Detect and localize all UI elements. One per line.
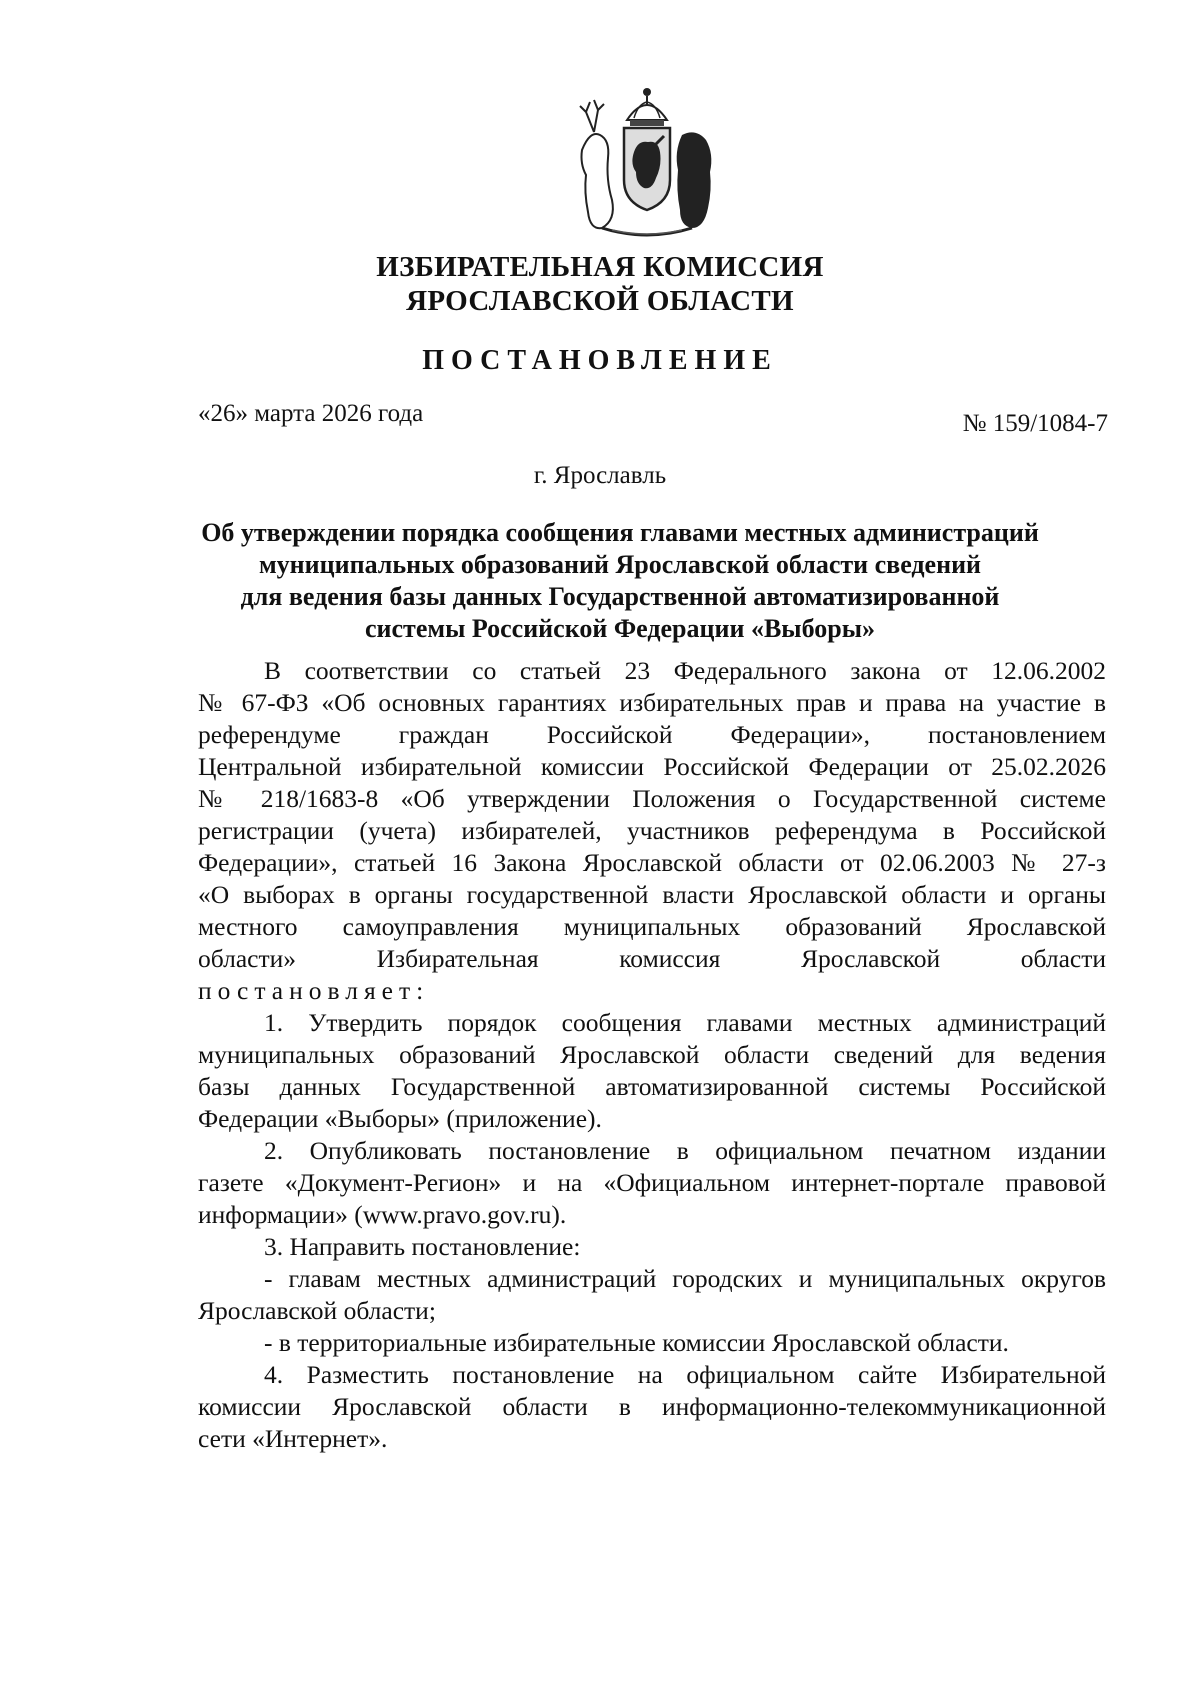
document-date: «26» марта 2026 года [198, 400, 424, 427]
item-4-paragraph [198, 1359, 1106, 1455]
subject-line: муниципальных образований Ярославской области сведений [258, 550, 982, 579]
text-line: базы данных Государственной автоматизированной системы Российской [198, 1072, 1106, 1101]
item-1-paragraph [198, 1007, 1106, 1135]
organization-name-line-2: ЯРОСЛАВСКОЙ ОБЛАСТИ [406, 285, 794, 317]
text-line: 1. Утвердить порядок сообщения главами местных администраций [264, 1008, 1106, 1037]
text-line: № 218/1683-8 «Об утверждении Положения о Государственной системе [198, 784, 1106, 813]
text-line: информации» (www.pravo.gov.ru). [198, 1200, 567, 1229]
document-body [198, 655, 1106, 1455]
text-line: газете «Документ-Регион» и на «Официальном интернет-портале правовой [198, 1168, 1106, 1197]
document-city: г. Ярославль [533, 462, 667, 489]
text-line: «О выборах в органы государственной власти Ярославской области и органы [198, 880, 1106, 909]
text-line: 3. Направить постановление: [264, 1232, 581, 1261]
text-line: 2. Опубликовать постановление в официальном печатном издании [264, 1136, 1106, 1165]
text-line: сети «Интернет». [198, 1424, 388, 1453]
text-line: 4. Разместить постановление на официальном сайте Избирательной [264, 1360, 1106, 1389]
document-subject [160, 517, 1080, 645]
document-type-title: ПОСТАНОВЛЕНИЕ [422, 345, 778, 376]
decree-word: постановляет: [198, 976, 430, 1005]
document-number: № 159/1084-7 [962, 410, 1108, 437]
subject-line: для ведения базы данных Государственной автоматизированной [240, 582, 1000, 611]
text-line: Федерации», статьей 16 Закона Ярославской области от 02.06.2003 № 27-з [198, 848, 1106, 877]
text-line: регистрации (учета) избирателей, участников референдума в Российской [198, 816, 1106, 845]
text-line: Ярославской области; [198, 1296, 436, 1325]
text-line: - в территориальные избирательные комиссии Ярославской области. [264, 1328, 1009, 1357]
subject-line: Об утверждении порядка сообщения главами местных администраций [201, 518, 1039, 547]
preamble-paragraph [198, 655, 1106, 1007]
text-line: комиссии Ярославской области в информационно-телекоммуникационной [198, 1392, 1106, 1421]
text-line: местного самоуправления муниципальных образований Ярославской [198, 912, 1106, 941]
text-line: В соответствии со статьей 23 Федерального закона от 12.06.2002 [264, 656, 1106, 685]
organization-name-line-1: ИЗБИРАТЕЛЬНАЯ КОМИССИЯ [376, 251, 824, 283]
subject-line: системы Российской Федерации «Выборы» [365, 614, 875, 643]
text-line: - главам местных администраций городских и муниципальных округов [264, 1264, 1106, 1293]
text-line: муниципальных образований Ярославской области сведений для ведения [198, 1040, 1106, 1069]
text-line: Федерации «Выборы» (приложение). [198, 1104, 602, 1133]
text-line: № 67-ФЗ «Об основных гарантиях избирательных прав и права на участие в [198, 688, 1106, 717]
text-line: референдуме граждан Российской Федерации», постановлением [198, 720, 1106, 749]
coat-of-arms-emblem [572, 80, 722, 240]
item-2-paragraph [198, 1135, 1106, 1231]
text-line: Центральной избирательной комиссии Российской Федерации от 25.02.2026 [198, 752, 1106, 781]
text-line: области» Избирательная комиссия Ярославской области [198, 944, 1106, 973]
item-3-paragraph [198, 1231, 1106, 1359]
